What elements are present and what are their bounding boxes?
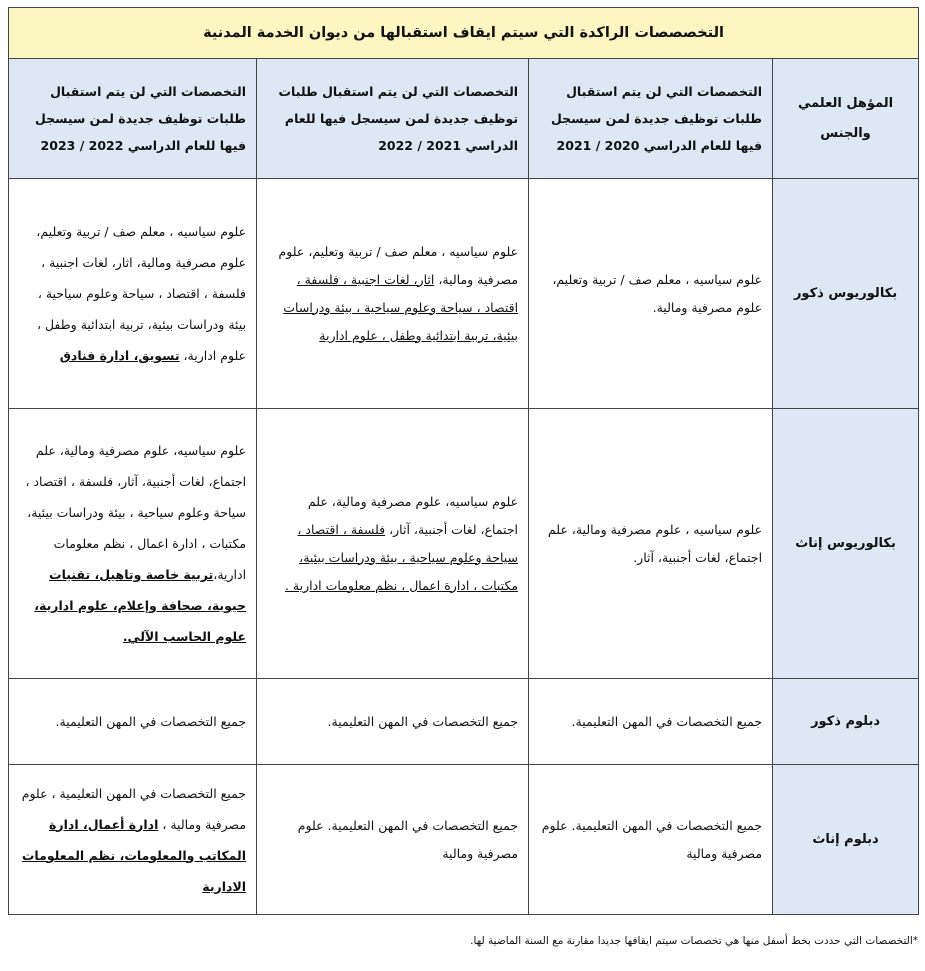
underlined-new-text: ادارة أعمال، ادارة المكاتب والمعلومات، نظم المعلومات الادارية	[21, 816, 247, 894]
qualification-cell: بكالوريوس ذكور	[773, 179, 919, 409]
table-row-diploma-male	[9, 679, 919, 765]
plain-text: جميع التخصصات في المهن التعليمية ، علوم مصرفية ومالية ،	[21, 785, 247, 832]
cell-2022: جميع التخصصات في المهن التعليمية. علوم مصرفية ومالية	[257, 765, 529, 915]
stagnant-specializations-table	[8, 7, 919, 915]
header-year-2021: التخصصات التي لن يتم استقبال طلبات توظيف جديدة لمن سيسجل فيها للعام الدراسي 2020 / 2021	[529, 59, 773, 179]
qualification-cell: دبلوم ذكور	[773, 679, 919, 765]
cell-2021: علوم سياسيه ، معلم صف / تربية وتعليم، علوم مصرفية ومالية.	[529, 179, 773, 409]
footnote: *التخصصات التي حددت بخط أسفل منها هي تخصصات سيتم ايقافها جديدا مقارنة مع السنة الماضية لها.	[470, 935, 918, 947]
underlined-new-text: تسويق، ادارة فنادق	[59, 348, 180, 363]
header-year-2022: التخصصات التي لن يتم استقبال طلبات توظيف جديدة لمن سيسجل فيها للعام الدراسي 2021 / 2022	[257, 59, 529, 179]
table-title: التخصصصات الراكدة التي سيتم ايقاف استقبالها من ديوان الخدمة المدنية	[9, 8, 919, 59]
table-row-diploma-female	[9, 765, 919, 915]
cell-2022	[257, 179, 529, 409]
header-row	[9, 59, 919, 179]
cell-2021: جميع التخصصات في المهن التعليمية.	[529, 679, 773, 765]
qualification-cell: بكالوريوس إناث	[773, 409, 919, 679]
underlined-new-text: اثار، لغات اجنبية ، فلسفة ، اقتصاد ، سياحة وعلوم سياحية ، بيئة ودراسات بيئية، تربية ابتدائية وطفل ، علوم ادارية	[283, 271, 519, 343]
cell-2023	[9, 409, 257, 679]
plain-text: علوم سياسيه، علوم مصرفية ومالية، علم اجتماع، لغات أجنبية، آثار،	[307, 493, 519, 537]
underlined-new-text: تربية خاصة وتاهيل، تقنيات حيوية، صحافة وإعلام، علوم ادارية، علوم الحاسب الآلي.	[34, 567, 247, 644]
table-row-bachelor-female	[9, 409, 919, 679]
plain-text: علوم سياسيه ، معلم صف / تربية وتعليم، علوم مصرفية ومالية، اثار، لغات اجنبية ، فلسفة ، اقتصاد ، سياحة وعلوم سياحية ، بيئة ودراسات بيئية، تربية ابتدائية وطفل ، علوم ادارية،	[36, 224, 247, 363]
plain-text: علوم سياسيه ، معلم صف / تربية وتعليم، علوم مصرفية ومالية،	[278, 243, 519, 287]
header-year-2023: التخصصات التي لن يتم استقبال طلبات توظيف جديدة لمن سيسجل فيها للعام الدراسي 2022 / 2023	[9, 59, 257, 179]
cell-2022	[257, 409, 529, 679]
underlined-new-text: فلسفة ، اقتصاد ، سياحة وعلوم سياحية ، بيئة ودراسات بيئية، مكتبات ، ادارة اعمال ، نظم معلومات ادارية .	[284, 521, 519, 593]
cell-2021: علوم سياسيه ، علوم مصرفية ومالية، علم اجتماع، لغات أجنبية، آثار.	[529, 409, 773, 679]
cell-2021: جميع التخصصات في المهن التعليمية. علوم مصرفية ومالية	[529, 765, 773, 915]
cell-2023	[9, 765, 257, 915]
header-qualification: المؤهل العلمي والجنس	[773, 59, 919, 179]
cell-2022: جميع التخصصات في المهن التعليمية.	[257, 679, 529, 765]
qualification-cell: دبلوم إناث	[773, 765, 919, 915]
cell-2023: جميع التخصصات في المهن التعليمية.	[9, 679, 257, 765]
cell-2023	[9, 179, 257, 409]
title-row	[9, 8, 919, 59]
plain-text: علوم سياسيه، علوم مصرفية ومالية، علم اجتماع، لغات أجنبية، آثار، فلسفة ، اقتصاد ، سياحة وعلوم سياحية ، بيئة ودراسات بيئية، مكتبات ، ادارة اعمال ، نظم معلومات ادارية،	[25, 443, 247, 582]
table-row-bachelor-male	[9, 179, 919, 409]
